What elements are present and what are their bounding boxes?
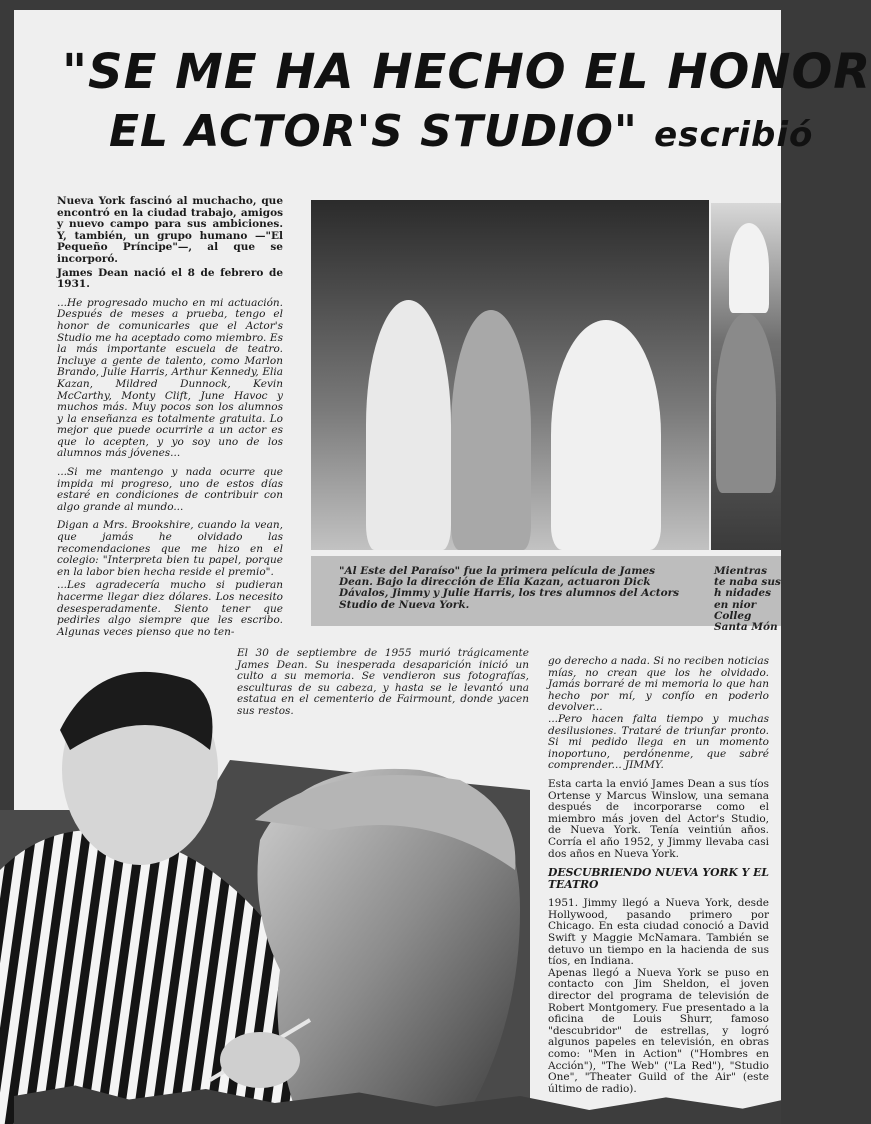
section-paragraph: 1951. Jimmy llegó a Nueva York, desde Hollywood, pasando primero por Chicago. En esta ciudad conoció a David Swift y Maggie McNamara. También se detuvo un tiempo en la hacienda de sus tíos, en Indiana. xyxy=(548,897,769,968)
letter-paragraph: ...Les agradecería mucho si pudieran hacerme llegar diez dólares. Los necesito desesperadamente. Siento tener que pedirles algo siempre que les escribo. Algunas veces pienso que no ten- xyxy=(57,579,283,638)
film-caption: "Al Este del Paraíso" fue la primera película de James Dean. Bajo la dirección de Elia Kazan, actuaron Dick Dávalos, Jimmy y Julie Harris, los tres alumnos del Actors Studio de Nueva York. xyxy=(339,565,680,611)
headline-line-1: "SE ME HA HECHO EL HONOR xyxy=(62,44,871,100)
letter-continuation: go derecho a nada. Si no reciben noticias mías, no crean que los he olvidado. Jamás borraré de mi memoria lo que han hecho por mí, y confío en poderlo devolver... xyxy=(548,655,769,714)
side-caption: Mientras te naba sus h nidades en nior Colleg Santa Món xyxy=(714,565,781,634)
magazine-page xyxy=(14,10,871,1124)
letter-paragraph: Digan a Mrs. Brookshire, cuando la vean, que jamás he olvidado las recomendaciones que me hizo en el colegio: "Interpreta bien tu papel, porque en la labor bien hecha reside el premio". xyxy=(57,519,283,578)
sculptor-photo xyxy=(0,640,530,1124)
side-photo xyxy=(711,203,781,550)
intro-birth: James Dean nació el 8 de febrero de 1931. xyxy=(57,266,283,291)
photo-figure-actress xyxy=(551,320,661,550)
death-caption: El 30 de septiembre de 1955 murió trágicamente James Dean. Su inesperada desaparición inició un culto a su memoria. Se vendieron sus fotografías, esculturas de su cabeza, y hasta se le levantó una estatua en el cementerio de Fairmount, donde yacen sus restos. xyxy=(237,647,529,717)
intro-lead: Nueva York fascinó al muchacho, que encontró en la ciudad trabajo, amigos y nuevo campo para sus ambiciones. Y, también, un grupo humano —"El Pequeño Príncipe"—, al que se incorporó. xyxy=(57,195,283,265)
letter-paragraph: ...He progresado mucho en mi actuación. Después de meses a prueba, tengo el honor de comunicarles que el Actor's Studio me ha aceptado como miembro. Es la más importante escuela de teatro. Incluye a gente de talento, como Marlon Brando, Julie Harris, Arthur Kennedy, Elia Kazan, Mildred Dunnock, Kevin McCarthy, Monty Clift, June Havoc y muchos más. Muy pocos son los alumnos y la enseñanza es totalmente gratuita. Lo mejor que puede ocurrirle a un actor es que lo acepten, y yo soy uno de los alumnos más jóvenes... xyxy=(57,296,283,460)
letter-paragraph: ...Si me mantengo y nada ocurre que impida mi progreso, uno de estos días estaré en condiciones de contribuir con algo grande al mundo... xyxy=(57,466,283,513)
photo-figure-student xyxy=(729,223,769,313)
photo-figure-actor xyxy=(366,300,451,550)
left-column xyxy=(57,196,283,645)
photo-figure-student xyxy=(716,313,776,493)
photo-figure-actor xyxy=(451,310,531,550)
sculptor-hand xyxy=(220,1032,300,1088)
headline-line-2-tail: escribió xyxy=(654,115,814,155)
section-paragraph: Apenas llegó a Nueva York se puso en contacto con Jim Sheldon, el joven director del programa de televisión de Robert Montgomery. Fue presentado a la oficina de Louis Shurr, famoso "descubridor" de estrellas, y logró algunos papeles en televisión, en obras como: "Men in Action" ("Hombres en Acción"), "The Web" ("La Red"), "Studio One", "Theater Guild of the Air" (este último de radio). xyxy=(548,966,769,1095)
film-still-photo xyxy=(311,200,709,550)
right-column xyxy=(548,656,769,1102)
headline-line-2-main: EL ACTOR'S STUDIO" xyxy=(109,106,638,157)
letter-note: Esta carta la envió James Dean a sus tíos Ortense y Marcus Winslow, una semana después de incorporarse como el miembro más joven del Actor's Studio, de Nueva York. Tenía veintiún años. Corría el año 1952, y Jimmy llevaba casi dos años en Nueva York. xyxy=(548,777,769,860)
section-title: DESCUBRIENDO NUEVA YORK Y EL TEATRO xyxy=(548,866,769,891)
letter-continuation: ...Pero hacen falta tiempo y muchas desilusiones. Trataré de triunfar pronto. Si mi pedido llega en un momento inoportuno, perdónenme, que sabré comprender... JIMMY. xyxy=(548,712,769,772)
headline-line-2 xyxy=(109,106,813,157)
